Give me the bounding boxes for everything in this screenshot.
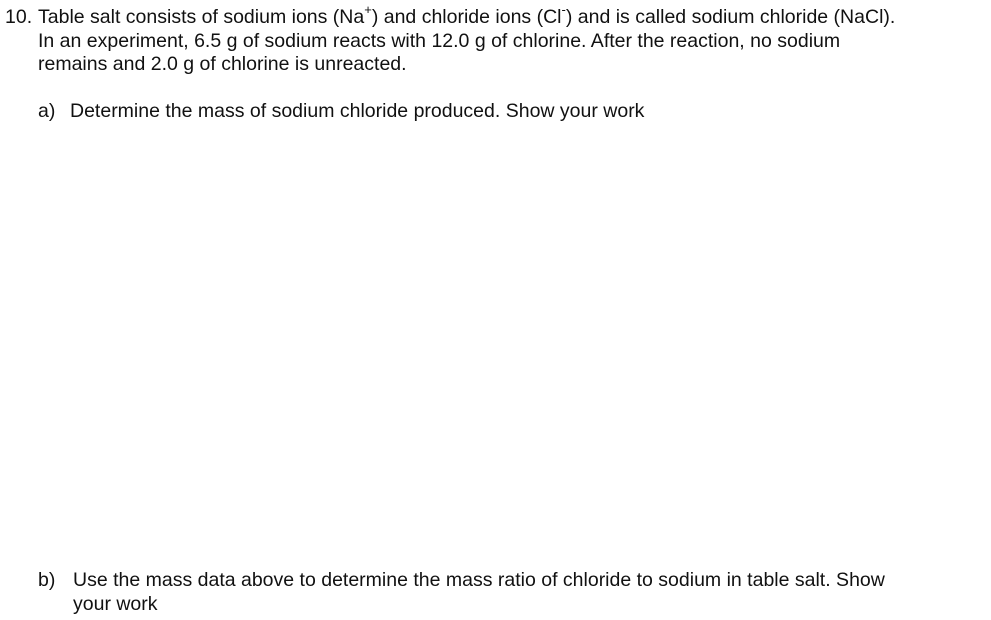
answer-work-space[interactable] (38, 130, 978, 560)
intro-text-part-1: Table salt consists of sodium ions (Na (38, 6, 365, 28)
question-number: 10. (5, 6, 33, 28)
sodium-charge: + (364, 1, 372, 17)
chloride-charge: - (561, 1, 566, 17)
part-b-prompt-line-1: Use the mass data above to determine the mass ratio of chloride to sodium in table salt. Show (73, 569, 885, 591)
intro-text-part-2: ) and chloride ions (Cl (371, 6, 562, 28)
question-intro-line-3: remains and 2.0 g of chlorine is unreacted. (38, 53, 407, 75)
part-a-label: a) (38, 100, 56, 122)
part-b-prompt-line-2: your work (73, 593, 158, 615)
question-intro-line-1 (38, 1, 896, 28)
intro-text-part-3: ) and is called sodium chloride (NaCl). (565, 6, 896, 28)
question-intro-line-2: In an experiment, 6.5 g of sodium reacts with 12.0 g of chlorine. After the reaction, no sodium (38, 30, 841, 52)
part-a-prompt: Determine the mass of sodium chloride produced. Show your work (70, 100, 645, 122)
part-b-label: b) (38, 569, 56, 591)
